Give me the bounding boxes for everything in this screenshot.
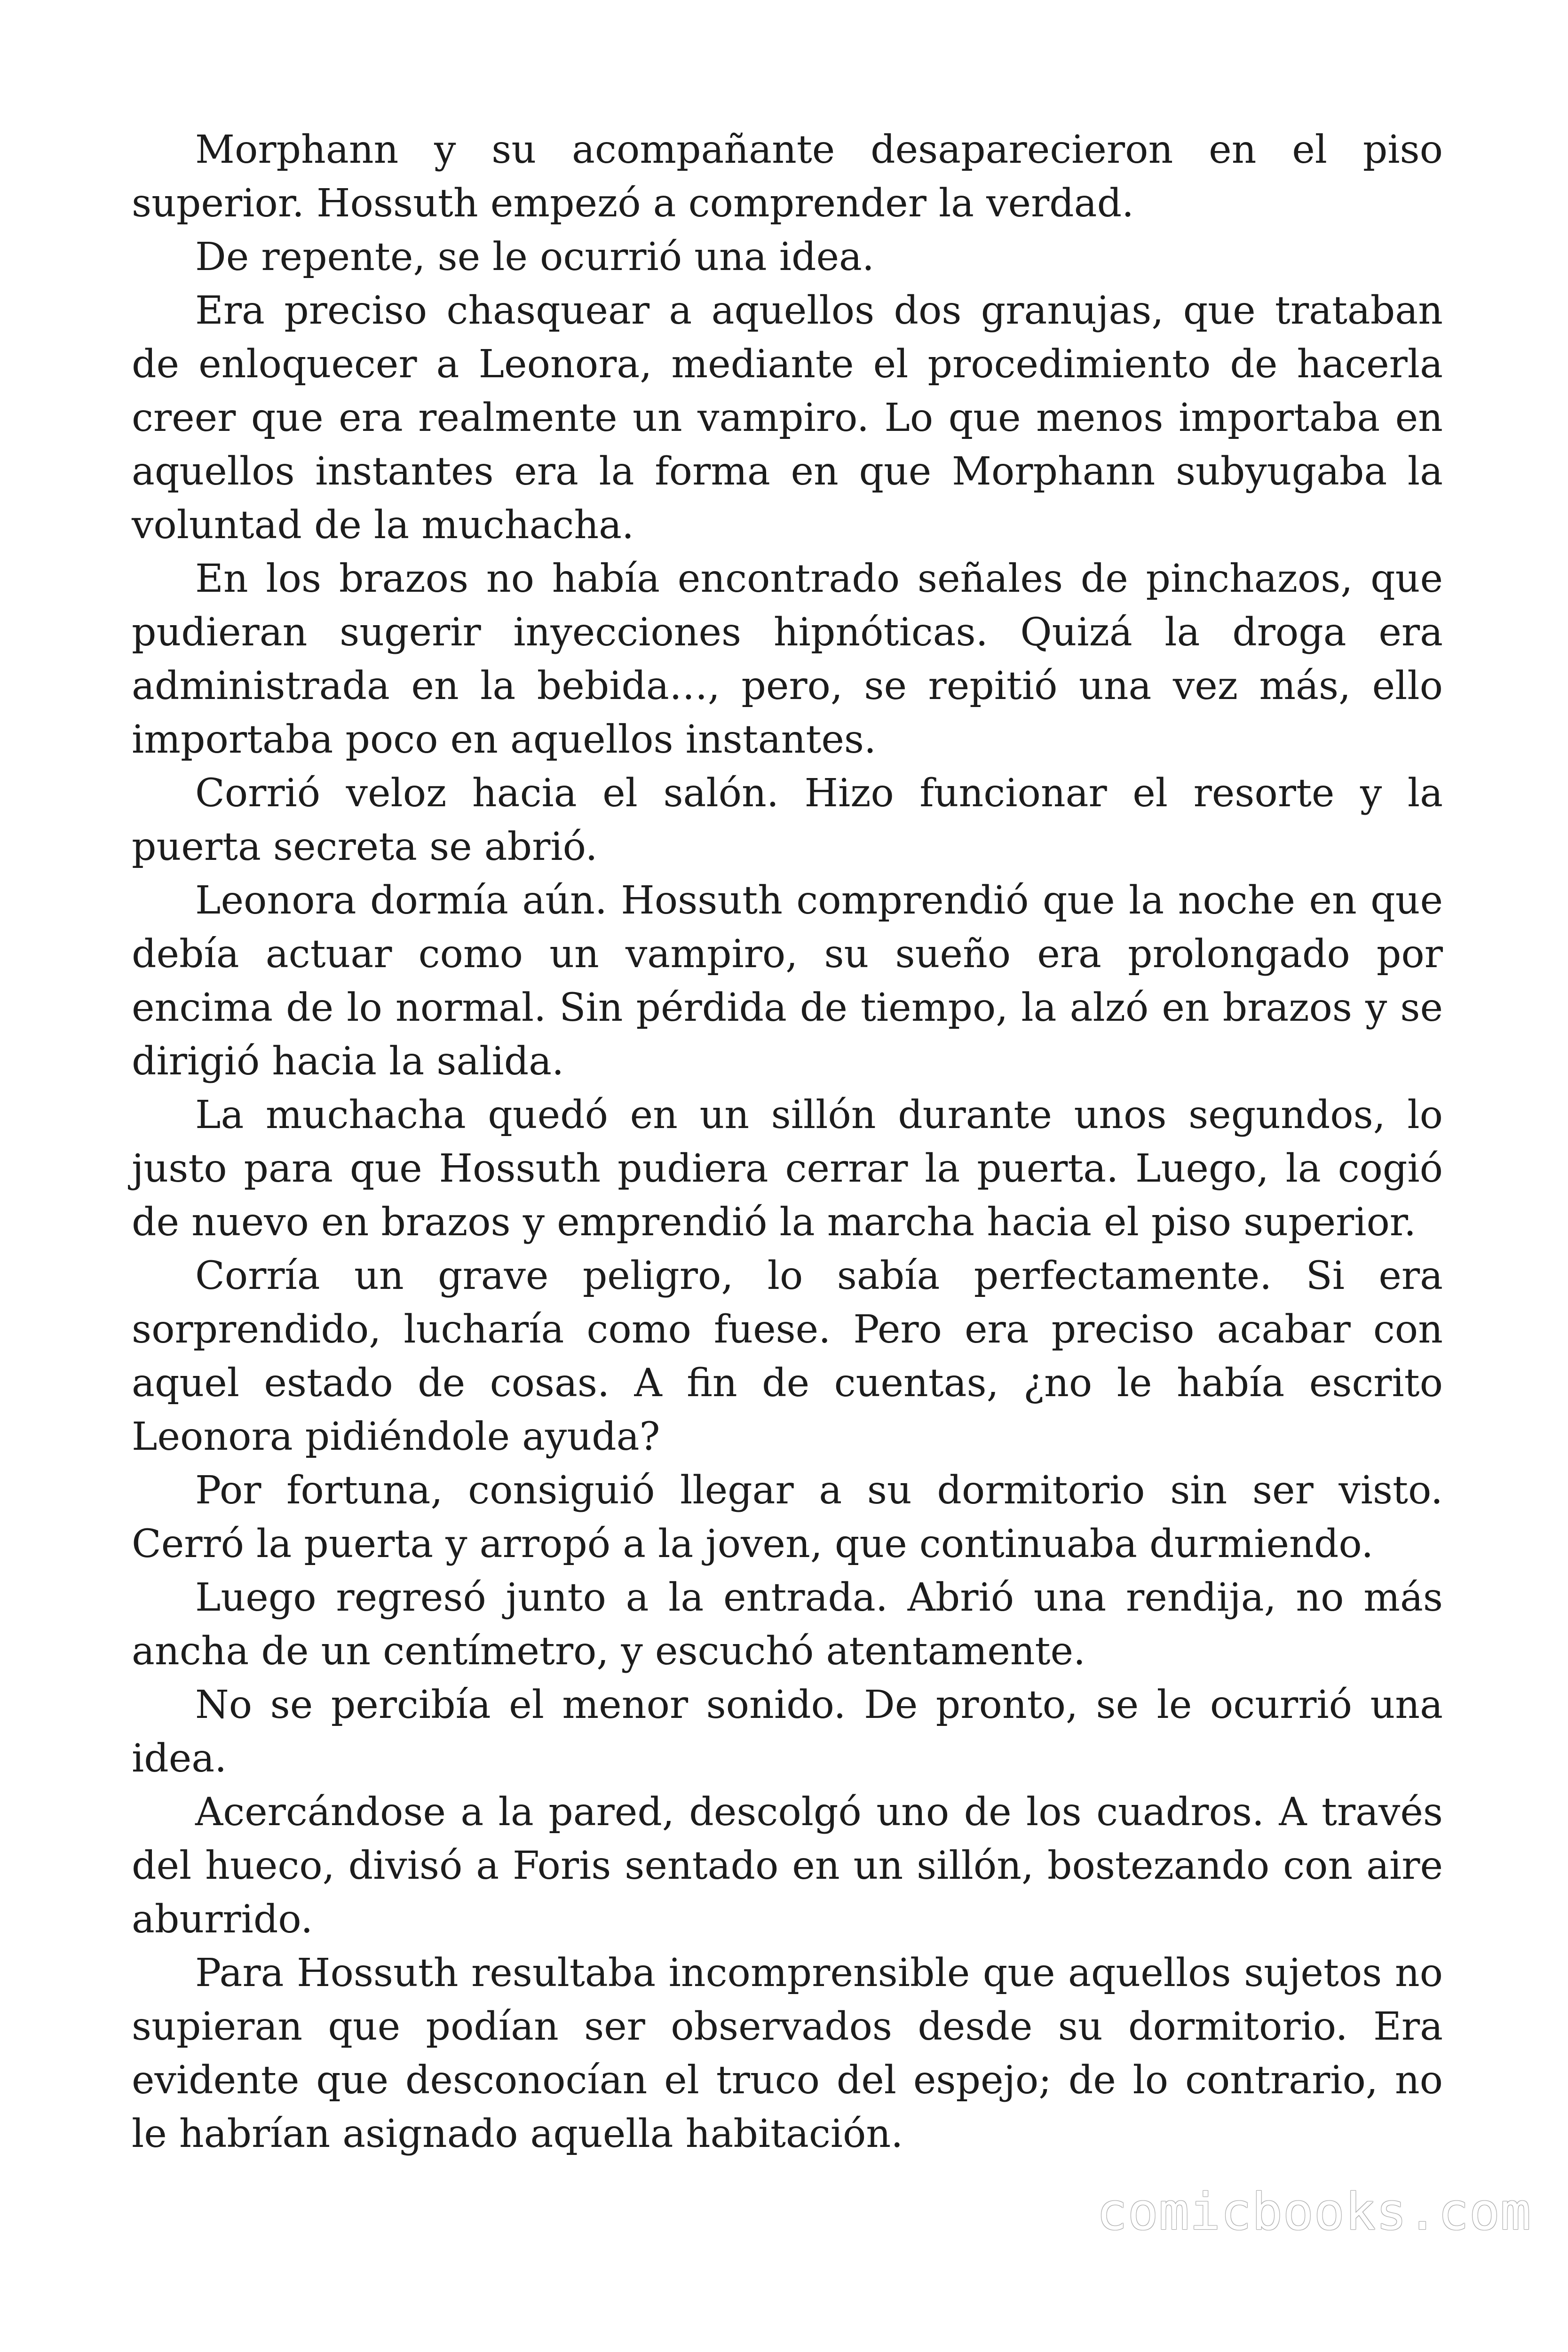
watermark: comicbooks.com	[1096, 2183, 1531, 2241]
paragraph: Acercándose a la pared, descolgó uno de los cuadros. A través del hueco, divisó a Foris sentado en un sillón, bostezando con aire aburrido.	[132, 1790, 1443, 1942]
paragraph: Para Hossuth resultaba incomprensible que aquellos sujetos no supieran que podían ser observados desde su dormitorio. Era evidente que desconocían el truco del espejo; de lo contrario, no le habrían asignado aquella habitación.	[132, 1951, 1443, 2156]
paragraph: Por fortuna, consiguió llegar a su dormitorio sin ser visto. Cerró la puerta y arropó a la joven, que continuaba durmiendo.	[132, 1468, 1443, 1566]
paragraph: No se percibía el menor sonido. De pronto, se le ocurrió una idea.	[132, 1683, 1443, 1781]
paragraph: Luego regresó junto a la entrada. Abrió una rendija, no más ancha de un centímetro, y escuchó atentamente.	[132, 1575, 1443, 1674]
paragraph: En los brazos no había encontrado señales de pinchazos, que pudieran sugerir inyecciones hipnóticas. Quizá la droga era administrada en la bebida…, pero, se repitió una vez más, ello importaba poco en aquellos instantes.	[132, 556, 1443, 762]
paragraph: Corrió veloz hacia el salón. Hizo funcionar el resorte y la puerta secreta se abrió.	[132, 771, 1443, 869]
paragraph: Corría un grave peligro, lo sabía perfectamente. Si era sorprendido, lucharía como fuese. Pero era preciso acabar con aquel estado de cosas. A fin de cuentas, ¿no le había escrito Leonora pidiéndole ayuda?	[132, 1254, 1443, 1459]
page-text	[132, 123, 1443, 2161]
paragraph: Leonora dormía aún. Hossuth comprendió que la noche en que debía actuar como un vampiro, su sueño era prolongado por encima de lo normal. Sin pérdida de tiempo, la alzó en brazos y se dirigió hacia la salida.	[132, 878, 1443, 1084]
paragraph: Morphann y su acompañante desaparecieron en el piso superior. Hossuth empezó a comprender la verdad.	[132, 127, 1443, 226]
paragraph: Era preciso chasquear a aquellos dos granujas, que trataban de enloquecer a Leonora, mediante el procedimiento de hacerla creer que era realmente un vampiro. Lo que menos importaba en aquellos instantes era la forma en que Morphann subyugaba la voluntad de la muchacha.	[132, 288, 1443, 548]
paragraph: La muchacha quedó en un sillón durante unos segundos, lo justo para que Hossuth pudiera cerrar la puerta. Luego, la cogió de nuevo en brazos y emprendió la marcha hacia el piso superior.	[132, 1093, 1443, 1245]
paragraph: De repente, se le ocurrió una idea.	[195, 235, 874, 279]
